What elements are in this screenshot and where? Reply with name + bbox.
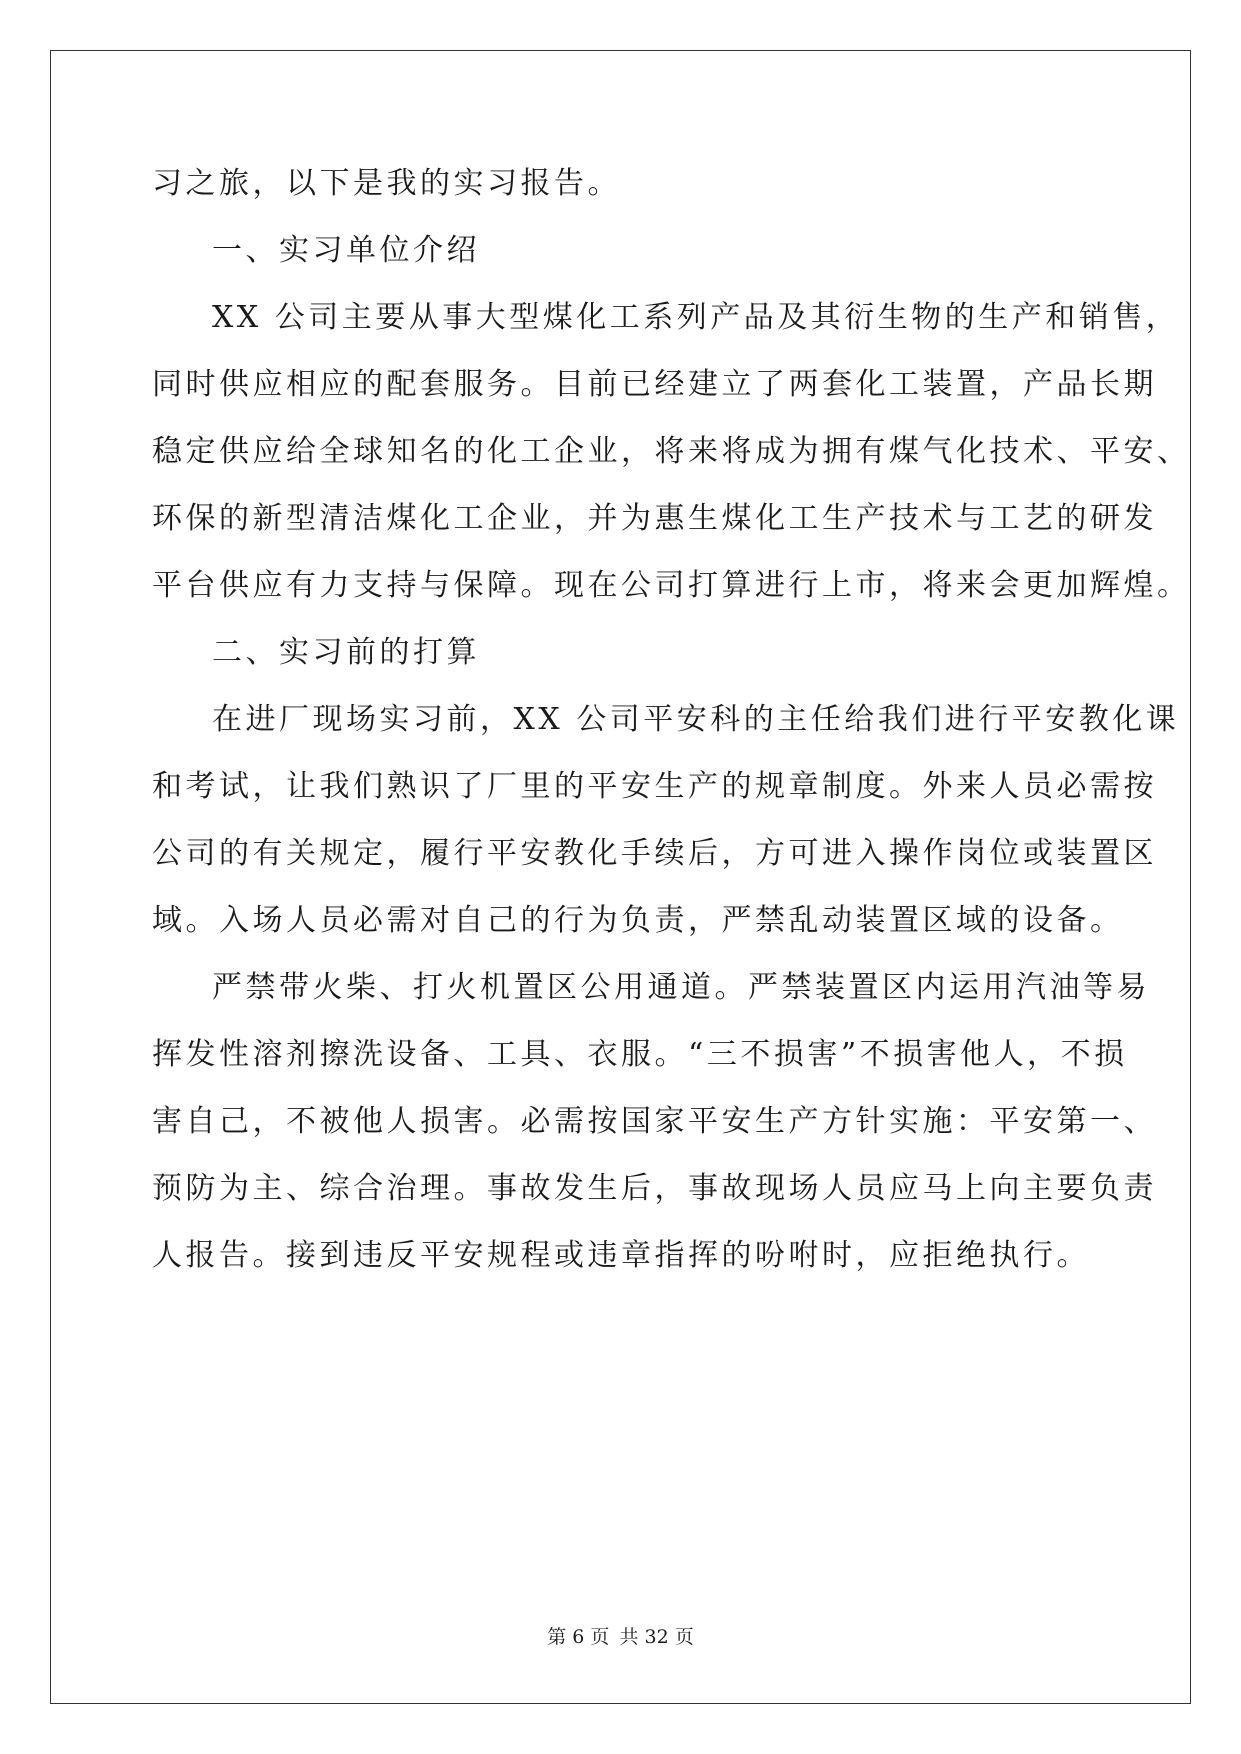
paragraph-line: 挥发性溶剂擦洗设备、工具、衣服。“三不损害”不损害他人，不损 (152, 1037, 1128, 1072)
document-body (152, 166, 1191, 1305)
paragraph-line: 习之旅，以下是我的实习报告。 (152, 166, 621, 201)
paragraph-line: 严禁带火柴、打火机置区公用通道。严禁装置区内运用汽油等易 (212, 970, 1150, 1005)
paragraph-line: 域。入场人员必需对自己的行为负责，严禁乱动装置区域的设备。 (152, 903, 1124, 938)
section-heading: 二、实习前的打算 (212, 635, 480, 670)
paragraph-line: 稳定供应给全球知名的化工企业，将来将成为拥有煤气化技术、平安、 (152, 434, 1191, 469)
paragraph-line: 公司的有关规定，履行平安教化手续后，方可进入操作岗位或装置区 (152, 836, 1157, 871)
page-footer (0, 1625, 1241, 1649)
paragraph-line: 和考试，让我们熟识了厂里的平安生产的规章制度。外来人员必需按 (152, 769, 1157, 804)
paragraph-line: 害自己，不被他人损害。必需按国家平安生产方针实施：平安第一、 (152, 1104, 1157, 1139)
paragraph-line: 同时供应相应的配套服务。目前已经建立了两套化工装置，产品长期 (152, 367, 1157, 402)
paragraph-line: 环保的新型清洁煤化工企业，并为惠生煤化工生产技术与工艺的研发 (152, 501, 1157, 536)
section-heading: 一、实习单位介绍 (212, 233, 480, 268)
paragraph-line: 预防为主、综合治理。事故发生后，事故现场人员应马上向主要负责 (152, 1171, 1157, 1206)
page-number: 第 6 页 (547, 1626, 610, 1648)
paragraph-line: 人报告。接到违反平安规程或违章指挥的吩咐时，应拒绝执行。 (152, 1238, 1090, 1273)
paragraph-line: 在进厂现场实习前，XX 公司平安科的主任给我们进行平安教化课 (212, 702, 1180, 737)
paragraph-line: XX 公司主要从事大型煤化工系列产品及其衍生物的生产和销售， (212, 300, 1180, 335)
page-total: 共 32 页 (619, 1626, 694, 1648)
paragraph-line: 平台供应有力支持与保障。现在公司打算进行上市，将来会更加辉煌。 (152, 568, 1191, 603)
